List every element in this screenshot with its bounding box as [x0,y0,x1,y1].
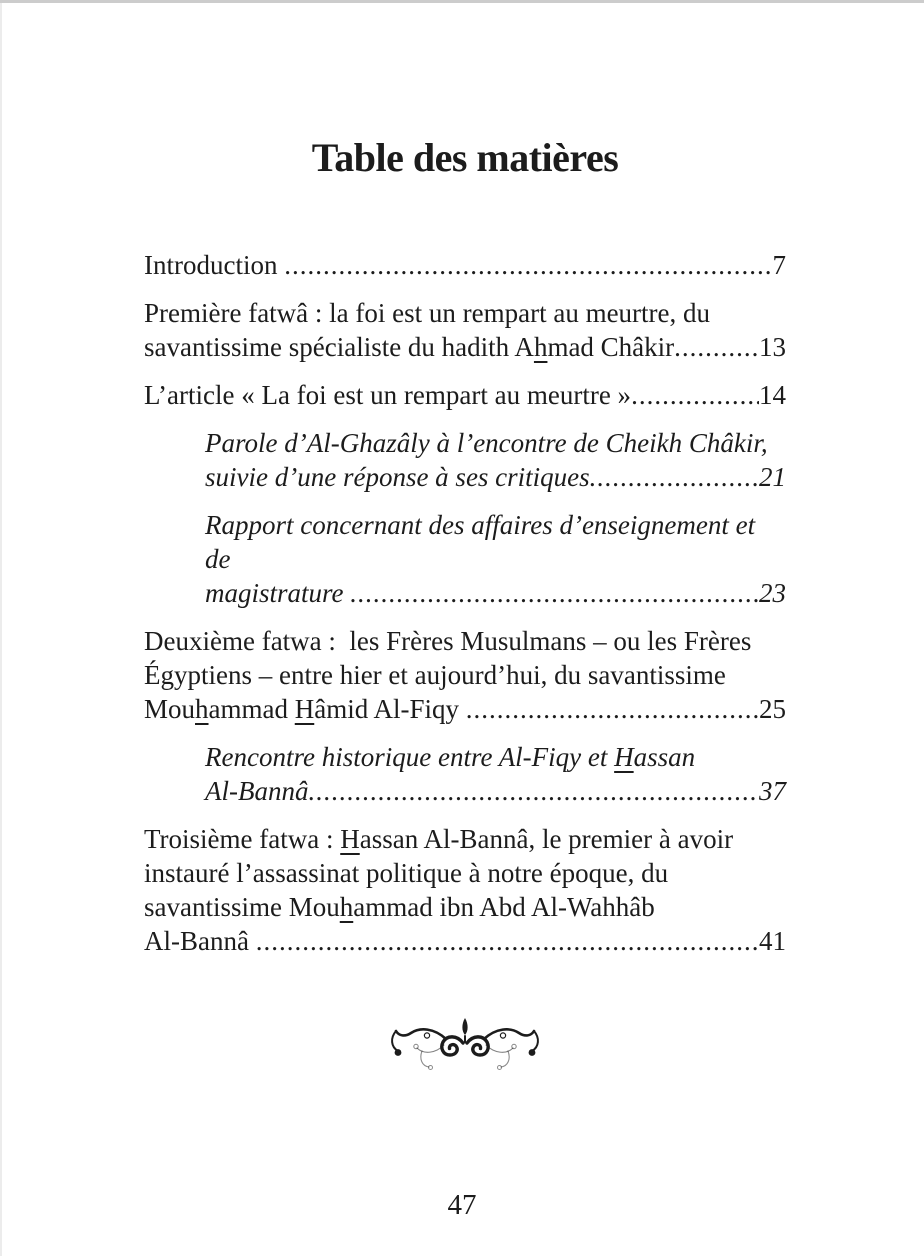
toc-entry-line-with-page [205,774,786,808]
toc-entry-6 [144,740,786,808]
page-title: Table des matières [311,135,619,180]
underlined-letter: h [195,694,209,724]
toc-entry-line-with-page [144,378,786,412]
toc-entry-page-number: 21 [759,462,786,492]
toc-entry-text: Mouhammad Hâmid Al-Fiqy [144,694,466,724]
toc-entry-text: Troisième fatwa : Hassan Al-Bannâ, le premier à avoir [144,824,734,854]
toc-entry-2 [144,378,786,412]
toc-entry-text: Égyptiens – entre hier et aujourd’hui, du savantissime [144,660,726,690]
toc-entry-line [205,508,786,576]
toc-entry-text: Rapport concernant des affaires d’enseignement et de [205,510,762,574]
toc-entry-text: Deuxième fatwa : les Frères Musulmans – ou les Frères [144,626,752,656]
toc-entry-line-with-page [144,692,786,726]
toc-entry-page-number: 7 [772,250,786,280]
underlined-letter: h [533,332,548,362]
toc-entry-text: Parole d’Al-Ghazâly à l’encontre de Cheikh Châkir, [205,428,768,458]
toc-entry-line [144,658,786,692]
toc-entry-page-number: 41 [759,926,786,956]
toc-entry-1 [144,296,786,364]
flourish-divider-icon [370,1014,560,1076]
toc-entry-text: Première fatwâ : la foi est un rempart au meurtre, du [144,298,711,328]
toc-entry-page-number: 25 [759,694,786,724]
toc-entry-line [144,890,786,924]
toc-entry-page-number: 23 [759,578,786,608]
dot-leader [674,330,759,364]
dot-leader [284,248,772,282]
dot-leader [590,460,759,494]
toc-entry-5 [144,624,786,726]
toc-entry-page-number: 37 [759,776,786,806]
toc-entry-text: savantissime spécialiste du hadith Ahmad Châkir [144,332,675,362]
dot-leader [631,378,759,412]
dot-leader [256,924,759,958]
toc-entry-text: Introduction [144,250,285,280]
toc-entry-page-number: 14 [759,380,786,410]
toc-entry-text: magistrature [205,578,351,608]
toc-entry-text: instauré l’assassinat politique à notre époque, du [144,858,669,888]
dot-leader [308,774,759,808]
dot-leader [350,576,759,610]
toc-entry-text: suivie d’une réponse à ses critiques [205,462,590,492]
decorative-divider [144,1014,786,1081]
underlined-letter: H [294,694,315,724]
toc-entry-line-with-page [144,924,786,958]
toc-entry-line-with-page [205,460,786,494]
toc-entries-list [144,248,786,958]
toc-entry-line [205,740,786,774]
dot-leader [466,692,759,726]
toc-entry-text: Rencontre historique entre Al-Fiqy et Hassan [205,742,696,772]
toc-entry-line [144,822,786,856]
toc-entry-text: savantissime Mouhammad ibn Abd Al-Wahhâb [144,892,655,922]
toc-entry-line [144,856,786,890]
folio-page-number: 47 [447,1189,477,1221]
toc-entry-line [144,624,786,658]
toc-entry-page-number: 13 [759,332,786,362]
toc-entry-text: L’article « La foi est un rempart au meurtre » [144,380,632,410]
toc-entry-0 [144,248,786,282]
toc-entry-7 [144,822,786,958]
toc-entry-line-with-page [205,576,786,610]
toc-entry-text: Al-Bannâ [205,776,309,806]
underlined-letter: h [339,892,354,922]
toc-entry-4 [144,508,786,610]
underlined-letter: H [340,824,360,854]
toc-entry-line-with-page [144,330,786,364]
underlined-letter: H [614,742,634,772]
toc-entry-line [205,426,786,460]
toc-entry-3 [144,426,786,494]
toc-entry-line-with-page [144,248,786,282]
toc-entry-text: Al-Bannâ [144,926,256,956]
toc-entry-line [144,296,786,330]
